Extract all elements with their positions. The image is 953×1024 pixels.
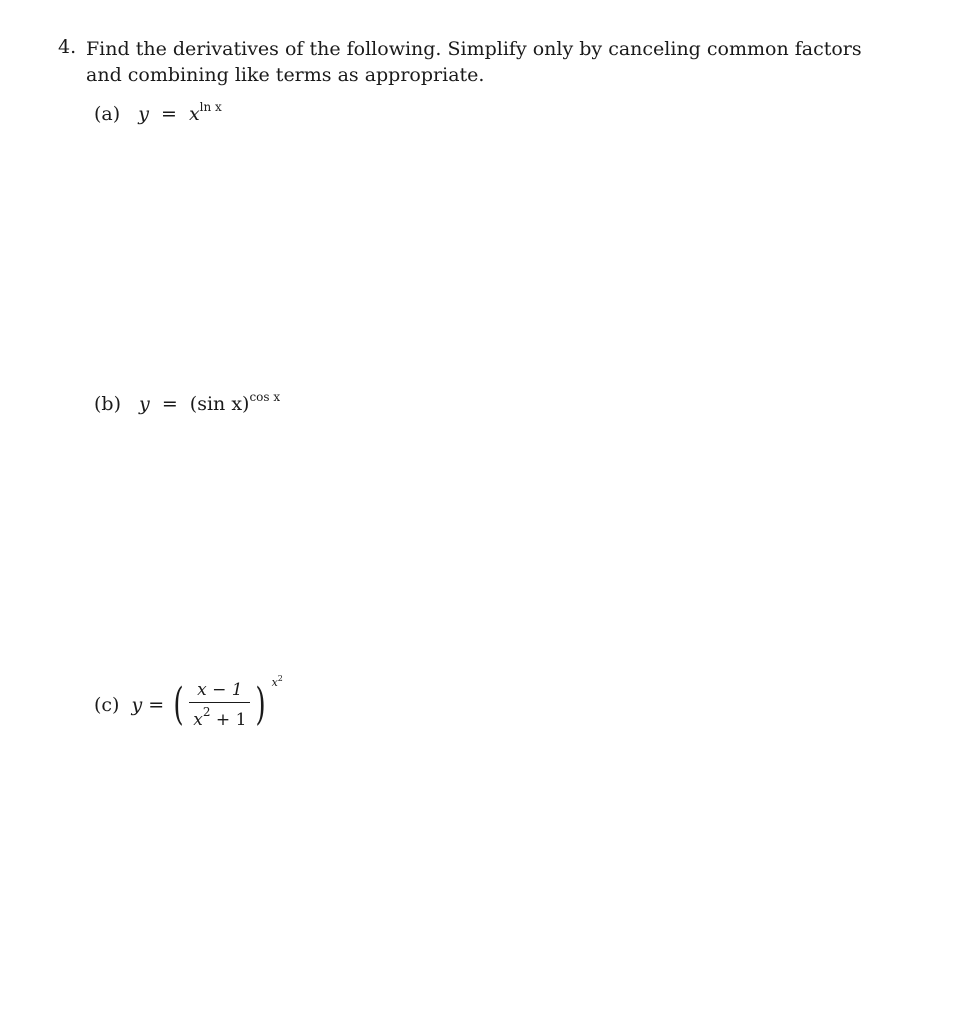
left-paren: ( bbox=[173, 679, 184, 730]
part-b-exponent: cos x bbox=[249, 390, 281, 404]
problem-number: 4. bbox=[58, 36, 77, 58]
part-c-exponent bbox=[272, 674, 283, 689]
part-c bbox=[94, 674, 283, 730]
part-a-equals: = bbox=[160, 103, 177, 125]
part-a-expression bbox=[138, 100, 222, 125]
part-c-denominator-base: x bbox=[193, 710, 203, 730]
part-b-label: (b) bbox=[94, 393, 121, 415]
part-c-label: (c) bbox=[94, 694, 120, 716]
right-paren: ) bbox=[255, 679, 267, 730]
part-c-fraction-group bbox=[170, 674, 283, 730]
part-a-label: (a) bbox=[94, 103, 121, 125]
part-a-exponent: ln x bbox=[199, 100, 222, 114]
part-c-denominator-rest: + 1 bbox=[210, 710, 247, 730]
part-c-lhs: y bbox=[131, 694, 143, 716]
part-c-numerator: x − 1 bbox=[197, 680, 243, 700]
part-c-exponent-power: 2 bbox=[277, 674, 283, 683]
part-a-lhs: y bbox=[138, 103, 149, 125]
part-a bbox=[94, 100, 222, 125]
part-b-expression bbox=[139, 390, 281, 415]
problem-instruction: Find the derivatives of the following. Simplify only by canceling common factors and combining like terms as appropriate. bbox=[86, 38, 862, 86]
part-c-equals: = bbox=[148, 694, 165, 716]
part-c-denominator bbox=[189, 703, 250, 730]
part-b-base: (sin x) bbox=[189, 393, 250, 415]
part-c-fraction bbox=[189, 680, 250, 730]
part-b bbox=[94, 390, 280, 415]
part-b-equals: = bbox=[161, 393, 178, 415]
part-c-exponent-base: x bbox=[271, 676, 278, 689]
part-a-base: x bbox=[188, 103, 200, 125]
part-b-lhs: y bbox=[139, 393, 150, 415]
part-c-denominator-power: 2 bbox=[202, 705, 211, 719]
